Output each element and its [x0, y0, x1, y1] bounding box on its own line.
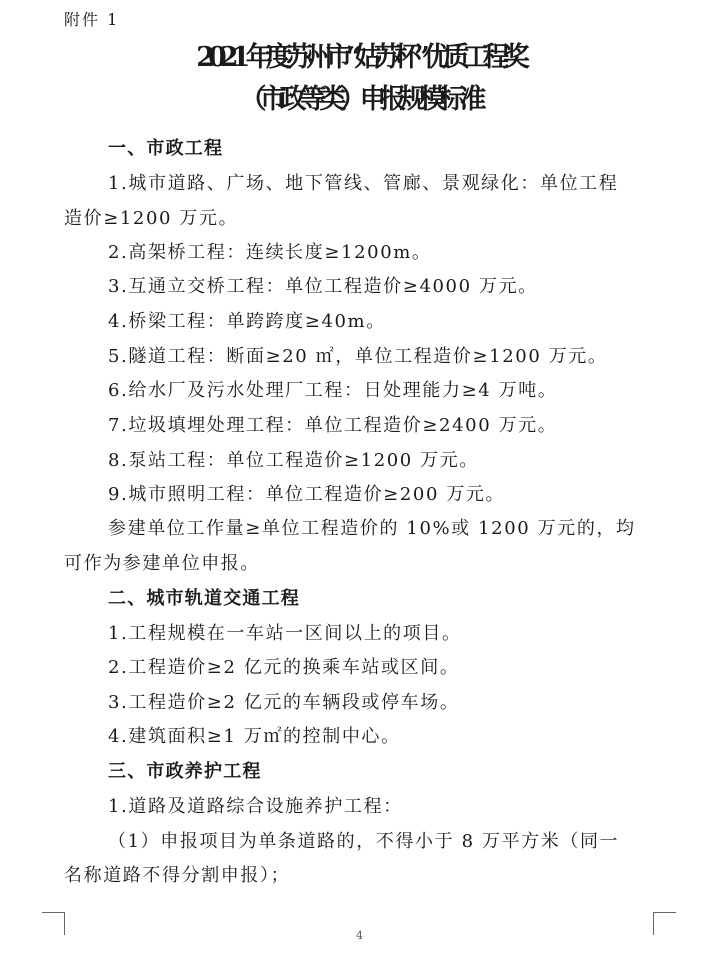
paragraph-line: （1）申报项目为单条道路的，不得小于 8 万平方米（同一 — [108, 831, 620, 852]
paragraph-line: 参建单位工作量≥单位工程造价的 10%或 1200 万元的，均 — [108, 518, 636, 539]
paragraph-line: 2.高架桥工程：连续长度≥1200m。 — [108, 242, 432, 263]
paragraph-line: 7.垃圾填埋处理工程：单位工程造价≥2400 万元。 — [108, 415, 558, 436]
paragraph-line: 1.工程规模在一车站一区间以上的项目。 — [108, 623, 462, 644]
paragraph-line: 1.城市道路、广场、地下管线、管廊、景观绿化：单位工程 — [108, 173, 619, 194]
paragraph-line: 可作为参建单位申报。 — [64, 553, 260, 574]
attachment-label: 附件 1 — [64, 10, 120, 29]
paragraph-line: 6.给水厂及污水处理厂工程：日处理能力≥4 万吨。 — [108, 380, 558, 401]
paragraph-line: 8.泵站工程：单位工程造价≥1200 万元。 — [108, 450, 479, 471]
document-title-line-1: 2021 年度苏州市“姑苏杯”优质工程奖 — [196, 42, 523, 73]
paragraph-line: 3.工程造价≥2 亿元的车辆段或停车场。 — [108, 692, 460, 713]
section-heading-municipal: 一、市政工程 — [108, 138, 224, 159]
paragraph-line: 4.建筑面积≥1 万㎡的控制中心。 — [108, 726, 401, 747]
paragraph-line: 9.城市照明工程：单位工程造价≥200 万元。 — [108, 484, 506, 505]
paragraph-line: 1.道路及道路综合设施养护工程： — [108, 796, 403, 817]
paragraph-line: 5.隧道工程：断面≥20 ㎡，单位工程造价≥1200 万元。 — [108, 346, 608, 367]
paragraph-line: 造价≥1200 万元。 — [64, 208, 239, 229]
section-heading-maintenance: 三、市政养护工程 — [108, 761, 262, 782]
page-number: 4 — [356, 929, 363, 942]
document-title-line-2: （市政等类）申报规模标准 — [239, 84, 480, 115]
paragraph-line: 3.互通立交桥工程：单位工程造价≥4000 万元。 — [108, 276, 538, 297]
paragraph-line: 4.桥梁工程：单跨跨度≥40m。 — [108, 311, 386, 332]
paragraph-line: 2.工程造价≥2 亿元的换乘车站或区间。 — [108, 657, 460, 678]
paragraph-line: 名称道路不得分割申报）； — [64, 865, 291, 886]
section-heading-rail-transit: 二、城市轨道交通工程 — [108, 588, 300, 609]
